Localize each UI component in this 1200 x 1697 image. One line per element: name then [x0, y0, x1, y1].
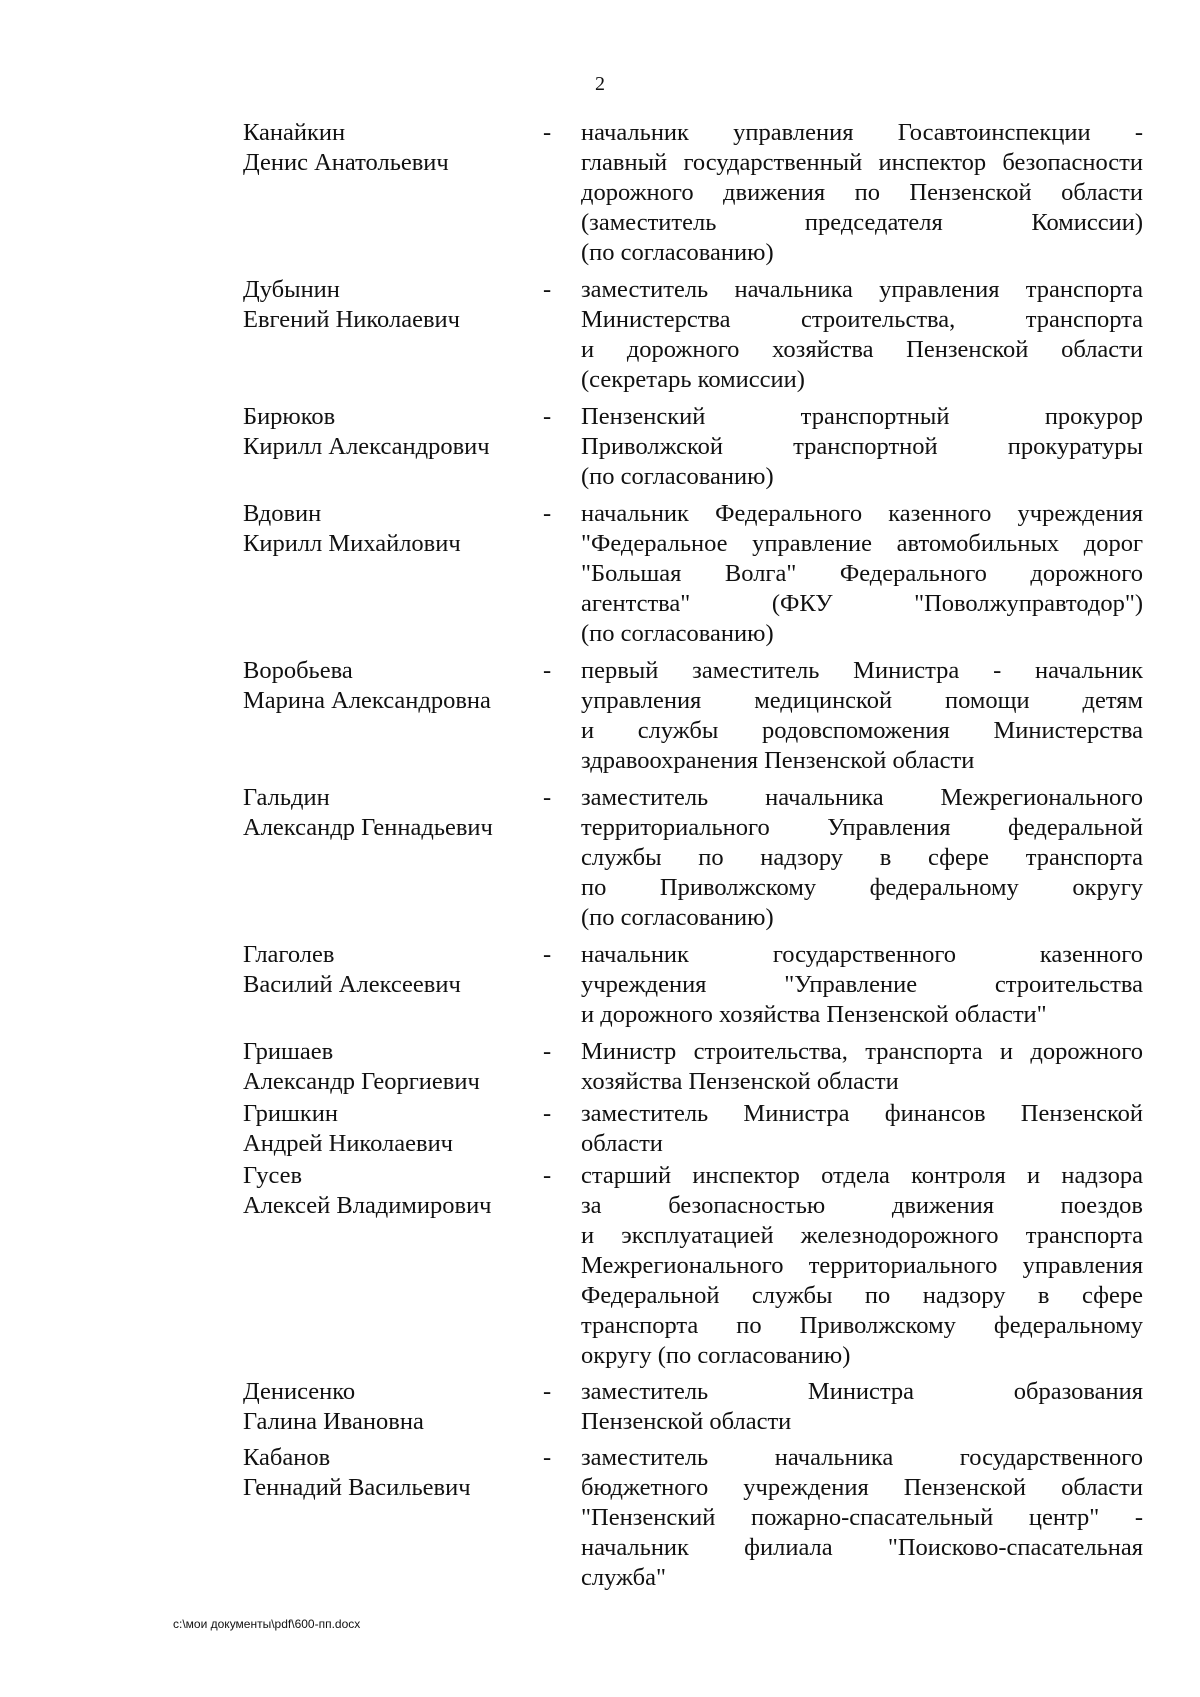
position-line: (по согласованию): [581, 904, 774, 931]
position-line: (секретарь комиссии): [581, 366, 805, 393]
position-line: начальник управления Госавтоинспекции -: [581, 119, 1143, 146]
member-entry: [243, 1377, 1143, 1437]
position-line: и дорожного хозяйства Пензенской области": [581, 1001, 1047, 1028]
position-line: Пензенский транспортный прокурор: [581, 403, 1143, 430]
position-line: за безопасностью движения поездов: [581, 1192, 1143, 1219]
member-surname: Бирюков: [243, 403, 336, 430]
separator-dash: -: [543, 500, 552, 527]
member-name: [243, 1161, 543, 1221]
member-entry: [243, 656, 1143, 776]
position-line: старший инспектор отдела контроля и надзора: [581, 1162, 1143, 1189]
commission-members-list: [243, 118, 1143, 1593]
member-name: [243, 499, 543, 559]
position-line: Межрегионального территориального управления: [581, 1252, 1143, 1279]
member-position: [581, 275, 1143, 395]
separator-dash: -: [543, 941, 552, 968]
position-line: (заместитель председателя Комиссии): [581, 209, 1143, 236]
position-line: (по согласованию): [581, 463, 774, 490]
position-line: хозяйства Пензенской области: [581, 1068, 899, 1095]
position-line: начальник Федерального казенного учреждения: [581, 500, 1143, 527]
separator-dash: -: [543, 1100, 552, 1127]
file-path-footer: c:\мои документы\pdf\600-пп.docx: [173, 1617, 361, 1631]
member-name: [243, 656, 543, 716]
member-position: [581, 499, 1143, 649]
member-position: [581, 118, 1143, 268]
position-line: дорожного движения по Пензенской области: [581, 179, 1143, 206]
member-entry: [243, 783, 1143, 933]
member-surname: Гальдин: [243, 784, 330, 811]
position-line: начальник филиала "Поисково-спасательная: [581, 1534, 1143, 1561]
position-line: "Пензенский пожарно-спасательный центр" -: [581, 1504, 1143, 1531]
member-entry: [243, 1099, 1143, 1159]
position-line: первый заместитель Министра - начальник: [581, 657, 1143, 684]
member-surname: Глаголев: [243, 941, 335, 968]
position-line: заместитель Министра финансов Пензенской: [581, 1100, 1143, 1127]
separator-dash: -: [543, 1038, 552, 1065]
member-entry: [243, 118, 1143, 268]
member-surname: Воробьева: [243, 657, 353, 684]
member-surname: Канайкин: [243, 119, 346, 146]
position-line: "Федеральное управление автомобильных дорог: [581, 530, 1143, 557]
member-position: [581, 940, 1143, 1030]
member-surname: Дубынин: [243, 276, 340, 303]
position-line: заместитель начальника государственного: [581, 1444, 1143, 1471]
position-line: Министерства строительства, транспорта: [581, 306, 1143, 333]
position-line: (по согласованию): [581, 620, 774, 647]
position-line: службы по надзору в сфере транспорта: [581, 844, 1143, 871]
member-position: [581, 1377, 1143, 1437]
member-name: [243, 402, 543, 462]
member-position: [581, 1161, 1143, 1371]
member-entry: [243, 1443, 1143, 1593]
member-given-names: Денис Анатольевич: [243, 149, 449, 176]
position-line: заместитель начальника управления транспорта: [581, 276, 1143, 303]
position-line: Федеральной службы по надзору в сфере: [581, 1282, 1143, 1309]
separator-dash: -: [543, 1162, 552, 1189]
member-entry: [243, 940, 1143, 1030]
separator-dash: -: [543, 1444, 552, 1471]
position-line: заместитель Министра образования: [581, 1378, 1143, 1405]
position-line: (по согласованию): [581, 239, 774, 266]
separator-dash: -: [543, 403, 552, 430]
separator-dash: -: [543, 276, 552, 303]
separator-dash: -: [543, 119, 552, 146]
member-position: [581, 1443, 1143, 1593]
position-line: по Приволжскому федеральному округу: [581, 874, 1143, 901]
member-position: [581, 1037, 1143, 1097]
position-line: здравоохранения Пензенской области: [581, 747, 975, 774]
member-entry: [243, 275, 1143, 395]
member-given-names: Алексей Владимирович: [243, 1192, 492, 1219]
position-line: заместитель начальника Межрегионального: [581, 784, 1143, 811]
position-line: агентства" (ФКУ "Поволжуправтодор"): [581, 590, 1143, 617]
member-name: [243, 1037, 543, 1097]
member-name: [243, 1443, 543, 1503]
member-surname: Гусев: [243, 1162, 303, 1189]
member-given-names: Галина Ивановна: [243, 1408, 424, 1435]
member-given-names: Василий Алексеевич: [243, 971, 461, 998]
member-given-names: Марина Александровна: [243, 687, 491, 714]
member-entry: [243, 499, 1143, 649]
member-given-names: Александр Георгиевич: [243, 1068, 480, 1095]
member-entry: [243, 1161, 1143, 1371]
member-surname: Кабанов: [243, 1444, 331, 1471]
member-given-names: Александр Геннадьевич: [243, 814, 493, 841]
member-name: [243, 783, 543, 843]
page-number: 2: [595, 73, 605, 95]
position-line: Приволжской транспортной прокуратуры: [581, 433, 1143, 460]
position-line: округу (по согласованию): [581, 1342, 851, 1369]
position-line: служба": [581, 1564, 666, 1591]
member-position: [581, 402, 1143, 492]
member-position: [581, 656, 1143, 776]
position-line: управления медицинской помощи детям: [581, 687, 1143, 714]
position-line: территориального Управления федеральной: [581, 814, 1143, 841]
position-line: главный государственный инспектор безопасности: [581, 149, 1143, 176]
member-name: [243, 275, 543, 335]
position-line: "Большая Волга" Федерального дорожного: [581, 560, 1143, 587]
member-entry: [243, 402, 1143, 492]
position-line: транспорта по Приволжскому федеральному: [581, 1312, 1143, 1339]
position-line: и эксплуатацией железнодорожного транспорта: [581, 1222, 1143, 1249]
separator-dash: -: [543, 1378, 552, 1405]
member-position: [581, 783, 1143, 933]
separator-dash: -: [543, 657, 552, 684]
member-given-names: Евгений Николаевич: [243, 306, 460, 333]
member-surname: Гришкин: [243, 1100, 338, 1127]
member-given-names: Андрей Николаевич: [243, 1130, 453, 1157]
member-name: [243, 1099, 543, 1159]
member-given-names: Кирилл Александрович: [243, 433, 490, 460]
position-line: начальник государственного казенного: [581, 941, 1143, 968]
member-surname: Гришаев: [243, 1038, 334, 1065]
member-given-names: Кирилл Михайлович: [243, 530, 461, 557]
member-name: [243, 940, 543, 1000]
position-line: Пензенской области: [581, 1408, 792, 1435]
position-line: учреждения "Управление строительства: [581, 971, 1143, 998]
position-line: и дорожного хозяйства Пензенской области: [581, 336, 1143, 363]
position-line: бюджетного учреждения Пензенской области: [581, 1474, 1143, 1501]
member-surname: Денисенко: [243, 1378, 356, 1405]
position-line: и службы родовспоможения Министерства: [581, 717, 1143, 744]
separator-dash: -: [543, 784, 552, 811]
member-name: [243, 118, 543, 178]
position-line: Министр строительства, транспорта и дорожного: [581, 1038, 1143, 1065]
position-line: области: [581, 1130, 663, 1157]
member-entry: [243, 1037, 1143, 1097]
member-surname: Вдовин: [243, 500, 322, 527]
member-name: [243, 1377, 543, 1437]
member-position: [581, 1099, 1143, 1159]
member-given-names: Геннадий Васильевич: [243, 1474, 471, 1501]
